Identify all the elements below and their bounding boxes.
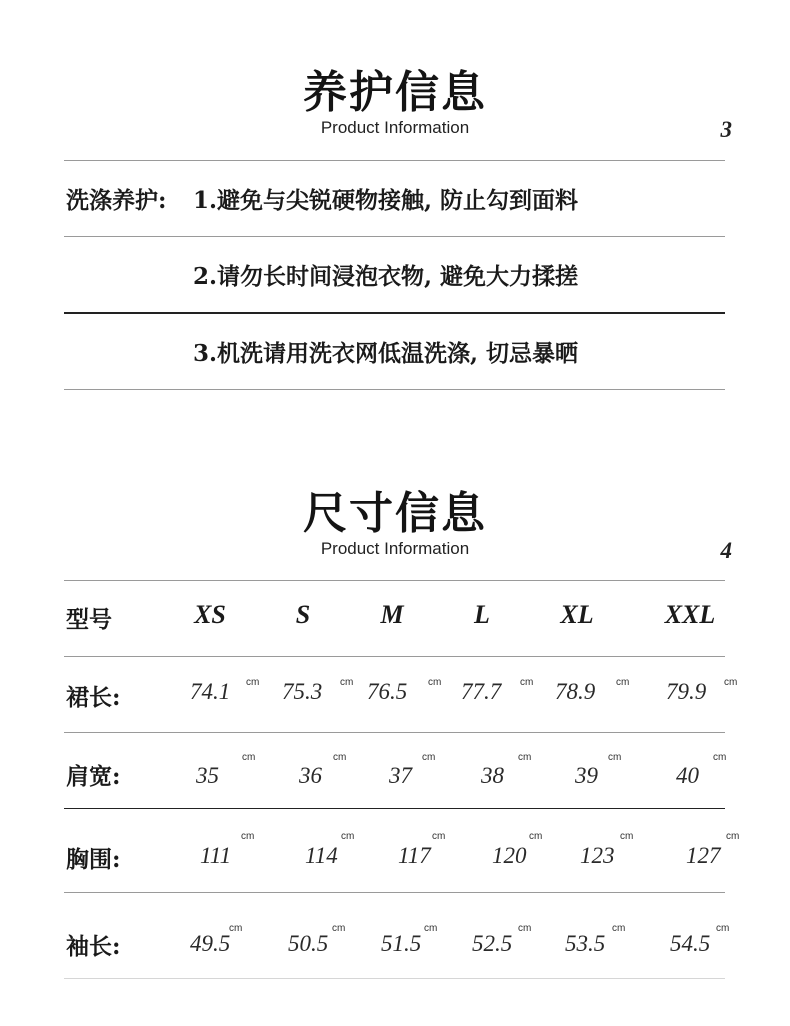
unit-label: cm xyxy=(246,677,260,688)
unit-label: cm xyxy=(716,923,730,934)
row-label-sleeve-length: 袖长: xyxy=(66,933,121,960)
table-cell: 127 xyxy=(686,843,721,868)
divider xyxy=(64,389,725,390)
unit-label: cm xyxy=(518,923,532,934)
care-item-3: 3.机洗请用洗衣网低温洗涤, 切忌暴晒 xyxy=(193,340,579,367)
unit-label: cm xyxy=(242,752,256,763)
care-title: 养护信息 xyxy=(303,67,487,118)
unit-label: cm xyxy=(424,923,438,934)
row-label-dress-length: 裙长: xyxy=(66,684,121,711)
divider xyxy=(64,656,725,657)
unit-label: cm xyxy=(428,677,442,688)
table-cell: 120 xyxy=(492,843,527,868)
table-cell: 114 xyxy=(305,843,338,868)
divider xyxy=(64,312,725,314)
table-cell: 123 xyxy=(580,843,615,868)
unit-label: cm xyxy=(340,677,354,688)
care-item-1: 1.避免与尖锐硬物接触, 防止勾到面料 xyxy=(193,187,579,214)
table-cell: 74.1 xyxy=(190,679,231,704)
care-label: 洗涤养护: xyxy=(66,187,167,214)
unit-label: cm xyxy=(518,752,532,763)
unit-label: cm xyxy=(620,831,634,842)
table-cell: 49.5 xyxy=(190,931,231,956)
table-cell: 111 xyxy=(200,843,232,868)
table-cell: 40 xyxy=(676,763,699,788)
unit-label: cm xyxy=(612,923,626,934)
unit-label: cm xyxy=(422,752,436,763)
table-cell: 77.7 xyxy=(461,679,502,704)
size-subtitle: Product Information xyxy=(320,539,470,558)
size-header-xxl: XXL xyxy=(664,600,716,629)
table-cell: 78.9 xyxy=(555,679,596,704)
size-header-s: S xyxy=(295,600,311,629)
size-title: 尺寸信息 xyxy=(303,488,487,539)
size-header-m: M xyxy=(380,600,404,629)
unit-label: cm xyxy=(341,831,355,842)
divider xyxy=(64,892,725,893)
table-cell: 54.5 xyxy=(670,931,711,956)
unit-label: cm xyxy=(726,831,740,842)
care-subtitle: Product Information xyxy=(320,118,470,137)
divider xyxy=(64,160,725,161)
table-cell: 53.5 xyxy=(565,931,606,956)
divider xyxy=(64,732,725,733)
unit-label: cm xyxy=(724,677,738,688)
divider xyxy=(64,808,725,809)
table-cell: 50.5 xyxy=(288,931,329,956)
table-cell: 37 xyxy=(389,763,412,788)
care-page-number: 3 xyxy=(720,117,732,142)
table-cell: 39 xyxy=(575,763,598,788)
unit-label: cm xyxy=(241,831,255,842)
table-cell: 35 xyxy=(196,763,219,788)
unit-label: cm xyxy=(529,831,543,842)
unit-label: cm xyxy=(520,677,534,688)
size-header-xs: XS xyxy=(194,600,226,629)
size-page-number: 4 xyxy=(720,538,732,563)
table-cell: 38 xyxy=(481,763,504,788)
unit-label: cm xyxy=(332,923,346,934)
table-cell: 51.5 xyxy=(381,931,422,956)
table-cell: 79.9 xyxy=(666,679,707,704)
unit-label: cm xyxy=(432,831,446,842)
table-cell: 36 xyxy=(299,763,322,788)
row-label-shoulder-width: 肩宽: xyxy=(66,763,121,790)
size-header-xl: XL xyxy=(560,600,594,629)
row-label-chest: 胸围: xyxy=(66,846,121,873)
size-header-label: 型号 xyxy=(66,606,112,633)
table-cell: 76.5 xyxy=(367,679,408,704)
divider xyxy=(64,236,725,237)
size-header-l: L xyxy=(474,600,490,629)
table-cell: 75.3 xyxy=(282,679,323,704)
unit-label: cm xyxy=(616,677,630,688)
table-cell: 117 xyxy=(398,843,431,868)
divider xyxy=(64,978,725,979)
unit-label: cm xyxy=(229,923,243,934)
care-item-2: 2.请勿长时间浸泡衣物, 避免大力揉搓 xyxy=(193,263,579,290)
table-cell: 52.5 xyxy=(472,931,513,956)
unit-label: cm xyxy=(608,752,622,763)
unit-label: cm xyxy=(333,752,347,763)
unit-label: cm xyxy=(713,752,727,763)
divider xyxy=(64,580,725,581)
